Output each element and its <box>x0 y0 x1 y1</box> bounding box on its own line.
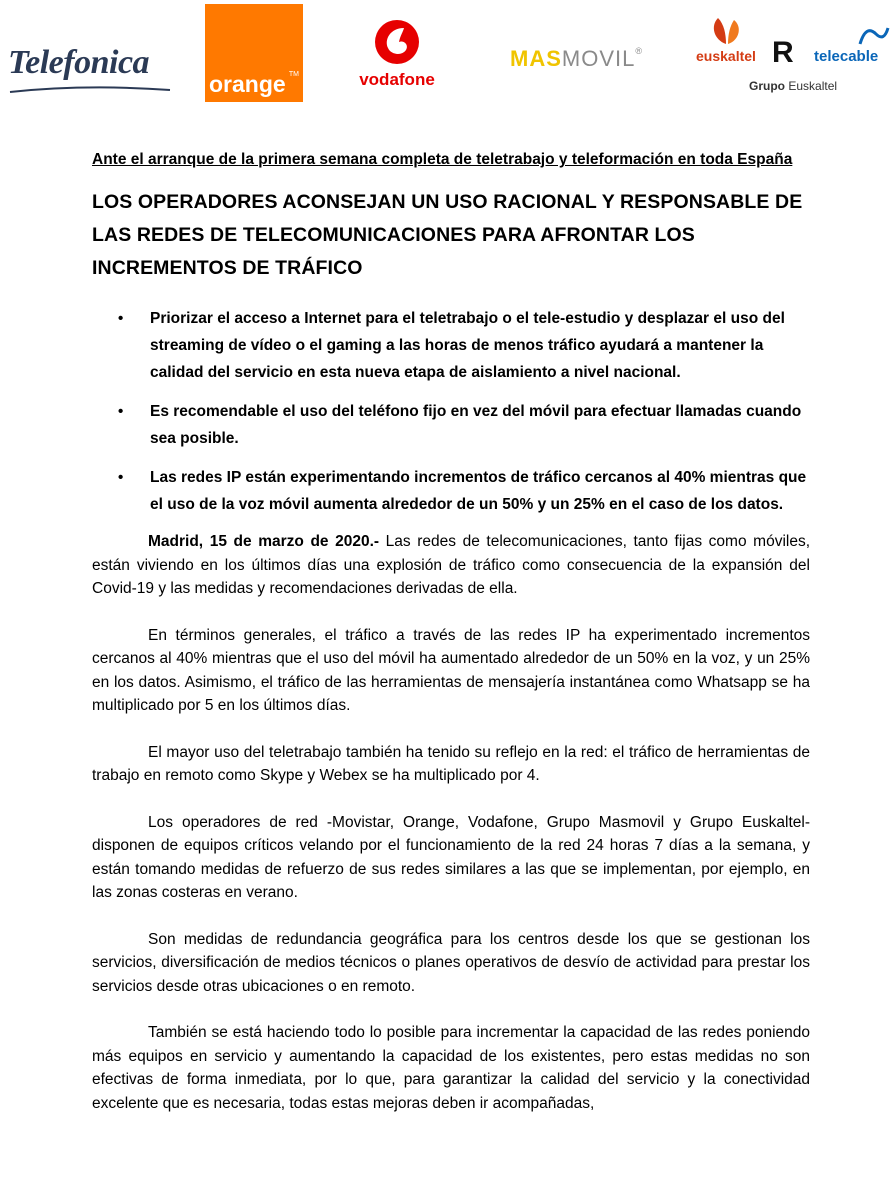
bullet-item <box>92 464 810 518</box>
grupo-euskaltel-caption <box>749 79 837 93</box>
bullet-icon: • <box>118 403 124 420</box>
dateline: Madrid, 15 de marzo de 2020.- <box>148 533 380 550</box>
paragraph <box>92 530 810 601</box>
r-wordmark: R <box>772 36 794 69</box>
press-release <box>92 148 810 1138</box>
r-logo <box>772 36 802 68</box>
paragraph: En términos generales, el tráfico a través de las redes IP ha experimentado incrementos cercanos al 40% mientras que el uso del móvil ha aumentado alrededor de un 50% en la voz, y un 25% en los datos. Asimismo, el tráfico de las herramientas de mensajería instantánea como Whatsapp se ha multiplicado por 5 en los últimos días. <box>92 626 810 714</box>
masmovil-logo <box>510 46 643 76</box>
telefonica-wordmark: Telefonica <box>8 44 150 81</box>
bullet-text: Priorizar el acceso a Internet para el teletrabajo o el tele-estudio y desplazar el uso del streaming de vídeo o el gaming a las horas de menos tráfico ayudará a mantener la calidad del servicio en esta nueva etapa de aislamiento a nivel nacional. <box>150 310 785 381</box>
orange-trademark: TM <box>288 71 299 78</box>
paragraph: Son medidas de redundancia geográfica para los centros desde los que se gestionan los servicios, diversificación de medios técnicos o planes operativos de desvío de actividad para prestar los servicios desde otras ubicaciones o en remoto. <box>92 930 810 995</box>
euskaltel-butterfly-icon <box>696 14 766 48</box>
masmovil-wordmark-mas: MAS <box>510 46 562 71</box>
telecable-logo <box>814 22 890 72</box>
bullet-list <box>92 305 810 518</box>
paragraph: El mayor uso del teletrabajo también ha tenido su reflejo en la red: el tráfico de herramientas de trabajo en remoto como Skype y Webex se ha multiplicado por 4. <box>92 743 810 784</box>
paragraph: Los operadores de red -Movistar, Orange, Vodafone, Grupo Masmovil y Grupo Euskaltel- disponen de equipos críticos velando por el funcionamiento de la red 24 horas 7 días a la semana, y están tomando medidas de refuerzo de sus redes similares a las que se implementan, por ejemplo, en las zonas costeras en verano. <box>92 813 810 901</box>
vodafone-speechmark-icon <box>352 18 442 68</box>
headline: LOS OPERADORES ACONSEJAN UN USO RACIONAL Y RESPONSABLE DE LAS REDES DE TELECOMUNICACIONES PARA AFRONTAR LOS INCREMENTOS DE TRÁFICO <box>92 191 803 279</box>
paragraph: También se está haciendo todo lo posible para incrementar la capacidad de las redes poniendo más equipos en servicio y aumentando la capacidad de los existentes, pero estas medidas no son efectivas de forma inmediata, por lo que, para garantizar la calidad del servicio y la conectividad excelente que es necesaria, todas estas mejoras deben ir acompañadas, <box>92 1024 810 1112</box>
paragraph-text: Las redes de telecomunicaciones, tanto fijas como móviles, están viviendo en los últimos días una explosión de tráfico como consecuencia de la expansión del Covid-19 y las medidas y recomendaciones derivadas de ella. <box>92 533 811 597</box>
telefonica-logo <box>6 40 172 96</box>
masmovil-registered: ® <box>635 46 643 56</box>
bullet-item <box>92 398 810 452</box>
telecable-wordmark: telecable <box>814 48 879 65</box>
telecable-wave-icon <box>814 22 890 48</box>
orange-logo <box>205 4 303 102</box>
orange-wordmark: orange <box>209 71 286 97</box>
vodafone-logo <box>352 18 442 98</box>
kicker: Ante el arranque de la primera semana completa de teletrabajo y teleformación en toda España <box>92 151 793 168</box>
euskaltel-wordmark: euskaltel <box>696 48 756 64</box>
bullet-text: Las redes IP están experimentando incrementos de tráfico cercanos al 40% mientras que el uso de la voz móvil aumenta alrededor de un 50% y un 25% en el caso de los datos. <box>150 469 807 513</box>
grupo-name: Euskaltel <box>788 79 838 93</box>
bullet-text: Es recomendable el uso del teléfono fijo en vez del móvil para efectuar llamadas cuando sea posible. <box>150 403 802 447</box>
masmovil-wordmark-movil: MOVIL <box>561 46 636 71</box>
logo-banner <box>0 0 894 110</box>
bullet-icon: • <box>118 310 124 327</box>
vodafone-wordmark: vodafone <box>359 70 435 89</box>
euskaltel-logo <box>696 14 766 74</box>
bullet-item <box>92 305 810 386</box>
bullet-icon: • <box>118 469 124 486</box>
grupo-label: Grupo <box>749 79 785 93</box>
